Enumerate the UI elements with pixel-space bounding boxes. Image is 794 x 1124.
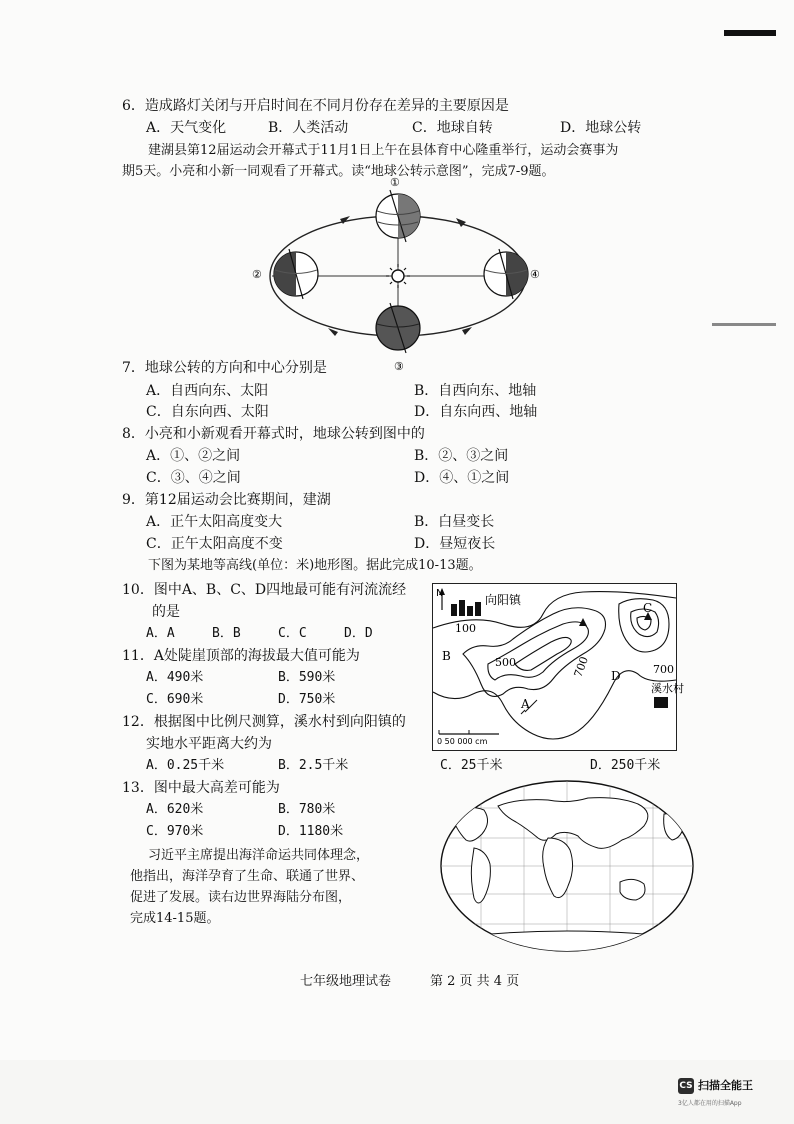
q6-stem: 6．造成路灯关闭与开启时间在不同月份存在差异的主要原因是 xyxy=(122,98,509,114)
q13-option-d: D．1180米 xyxy=(278,824,344,839)
orbit-label-3: ③ xyxy=(394,360,404,373)
q11-stem: 11．A处陡崖顶部的海拔最大值可能为 xyxy=(122,648,360,664)
watermark-sub: 3亿人都在用的扫描App xyxy=(678,1100,742,1107)
q8-option-a: A．①、②之间 xyxy=(146,448,241,464)
q7-option-d: D．自东向西、地轴 xyxy=(414,404,538,420)
q9-option-a: A．正午太阳高度变大 xyxy=(146,514,283,530)
earth-orbit-diagram xyxy=(250,178,540,373)
intro-14-15-line1: 习近平主席提出海洋命运共同体理念， xyxy=(148,848,370,863)
q8-stem: 8．小亮和小新观看开幕式时，地球公转到图中的 xyxy=(122,426,425,442)
q10-option-b: B．B xyxy=(212,626,241,641)
q11-option-b: B．590米 xyxy=(278,670,336,685)
contour-700-label-a: 700 xyxy=(571,654,592,680)
q11-option-c: C．690米 xyxy=(146,692,204,707)
q9-option-d: D．昼短夜长 xyxy=(414,536,496,552)
intro-14-15-line2: 他指出，海洋孕育了生命、联通了世界、 xyxy=(130,869,365,884)
q12-option-b: B．2.5千米 xyxy=(278,758,349,773)
q11-option-a: A．490米 xyxy=(146,670,204,685)
intro-7-9-line1: 建湖县第12届运动会开幕式于11月1日上午在县体育中心隆重举行，运动会赛事为 xyxy=(148,143,619,158)
intro-14-15-line4: 完成14-15题。 xyxy=(130,911,220,926)
q13-option-b: B．780米 xyxy=(278,802,336,817)
q8-option-b: B．②、③之间 xyxy=(414,448,509,464)
orbit-label-1: ① xyxy=(390,176,400,189)
earth-position-3 xyxy=(376,303,420,353)
q8-option-c: C．③、④之间 xyxy=(146,470,241,486)
intro-10-13: 下图为某地等高线(单位：米)地形图。据此完成10-13题。 xyxy=(148,558,482,573)
q11-option-d: D．750米 xyxy=(278,692,336,707)
q6-option-c: C．地球自转 xyxy=(412,120,493,136)
q12-stem-line2: 实地水平距离大约为 xyxy=(146,736,272,752)
village-label: 溪水村 xyxy=(651,682,684,695)
intro-7-9-line2: 期5天。小亮和小新一同观看了开幕式。读“地球公转示意图”，完成7-9题。 xyxy=(122,164,555,179)
town-label: 向阳镇 xyxy=(485,593,522,607)
q10-option-d: D．D xyxy=(344,626,373,641)
q9-option-c: C．正午太阳高度不变 xyxy=(146,536,283,552)
point-b-label: B xyxy=(442,649,451,663)
scanner-watermark xyxy=(678,1078,788,1112)
q10-stem-line1: 10．图中A、B、C、D四地最可能有河流流经 xyxy=(122,582,407,598)
footer-subject: 七年级地理试卷 xyxy=(300,974,392,989)
q7-option-c: C．自东向西、太阳 xyxy=(146,404,269,420)
q8-option-d: D．④、①之间 xyxy=(414,470,510,486)
contour-map xyxy=(432,583,684,751)
point-c-label: C xyxy=(643,601,653,615)
watermark-name: 扫描全能王 xyxy=(698,1079,753,1092)
q6-option-b: B．人类活动 xyxy=(268,120,349,136)
north-label: N xyxy=(436,588,444,599)
town-icon xyxy=(451,600,481,616)
earth-position-2 xyxy=(274,249,318,299)
q7-option-b: B．自西向东、地轴 xyxy=(414,383,537,399)
q7-stem: 7．地球公转的方向和中心分别是 xyxy=(122,360,327,376)
intro-14-15-line3: 促进了发展。读右边世界海陆分布图， xyxy=(130,890,352,905)
point-d-label: D xyxy=(611,669,621,683)
q12-option-d: D．250千米 xyxy=(590,758,661,773)
orbit-label-2: ② xyxy=(252,268,262,281)
scale-label: 0 50 000 cm xyxy=(437,737,488,746)
q13-option-a: A．620米 xyxy=(146,802,204,817)
point-a-label: A xyxy=(521,697,530,711)
village-icon xyxy=(654,697,668,708)
q12-option-a: A．0.25千米 xyxy=(146,758,225,773)
q6-option-a: A．天气变化 xyxy=(146,120,227,136)
contour-100-label: 100 xyxy=(455,622,476,635)
q12-stem-line1: 12．根据图中比例尺测算，溪水村到向阳镇的 xyxy=(122,714,406,730)
earth-position-1 xyxy=(376,190,420,242)
q6-option-d: D．地球公转 xyxy=(560,120,642,136)
scan-mark-mid xyxy=(712,323,776,326)
scan-mark-top xyxy=(724,30,776,36)
q9-stem: 9．第12届运动会比赛期间，建湖 xyxy=(122,492,331,508)
q10-option-a: A．A xyxy=(146,626,175,641)
world-land-sea-map xyxy=(438,778,696,954)
camscanner-icon: CS xyxy=(678,1078,694,1094)
q13-stem: 13．图中最大高差可能为 xyxy=(122,780,280,796)
q13-option-c: C．970米 xyxy=(146,824,204,839)
q12-option-c: C．25千米 xyxy=(440,758,503,773)
q9-option-b: B．白昼变长 xyxy=(414,514,495,530)
orbit-label-4: ④ xyxy=(530,268,540,281)
contour-500-label: 500 xyxy=(495,656,516,669)
footer-page-number: 第 2 页 共 4 页 xyxy=(430,974,520,989)
contour-700-label-b: 700 xyxy=(653,663,674,676)
q7-option-a: A．自西向东、太阳 xyxy=(146,383,269,399)
q10-stem-line2: 的是 xyxy=(152,604,180,620)
q10-option-c: C．C xyxy=(278,626,307,641)
